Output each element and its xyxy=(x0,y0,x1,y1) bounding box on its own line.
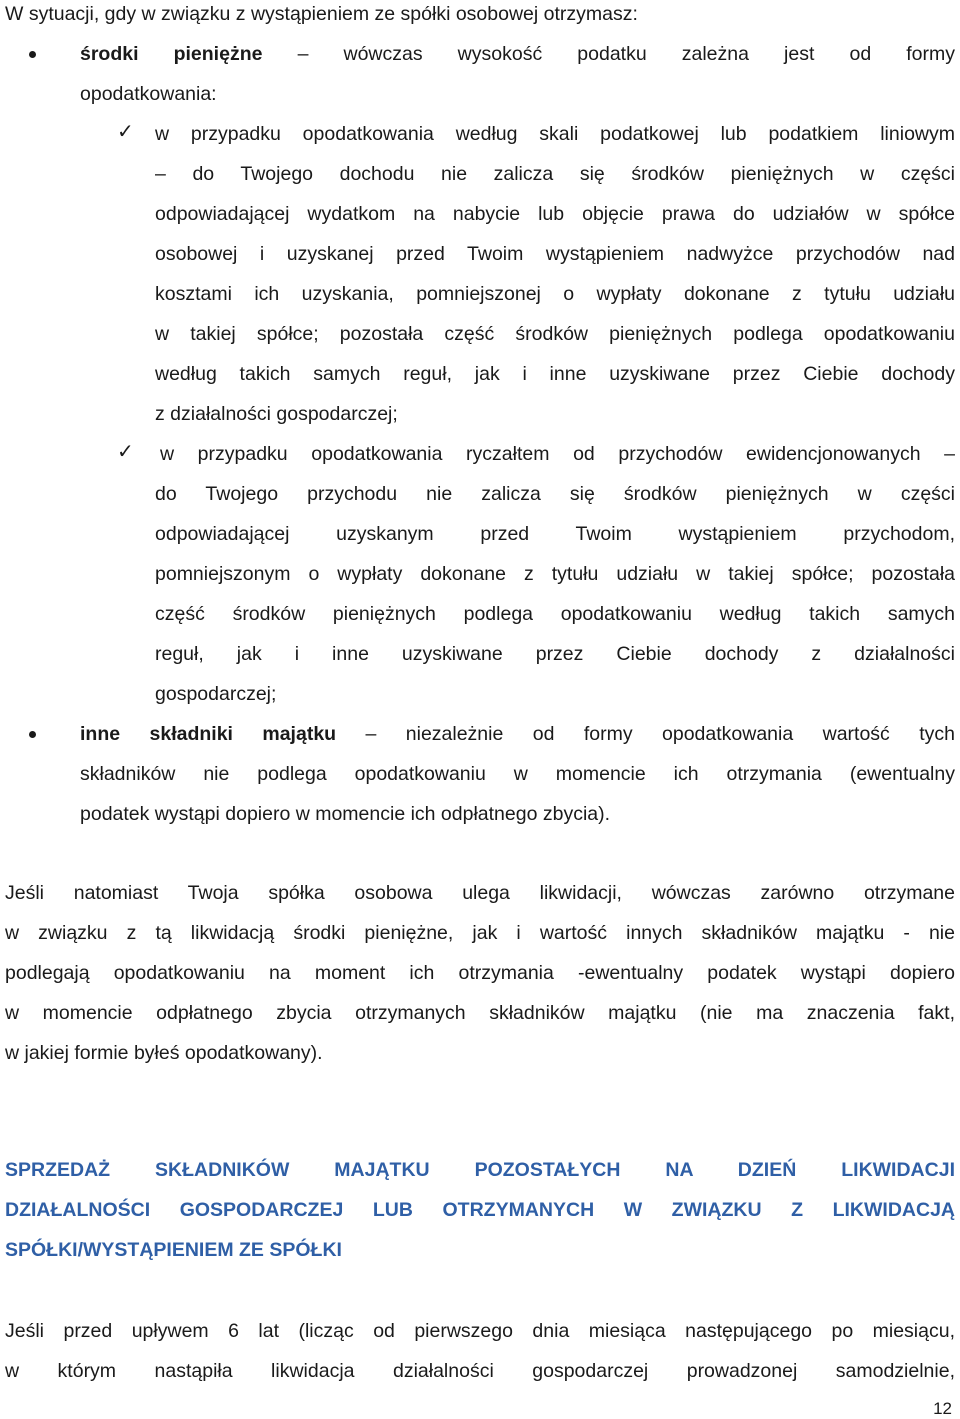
section-heading-line: DZIAŁALNOŚCI GOSPODARCZEJ LUB OTRZYMANYCH W ZWIĄZKU Z LIKWIDACJĄ xyxy=(5,1199,955,1221)
bullet1-line1-rest: – wówczas wysokość podatku zależna jest od formy xyxy=(297,43,956,65)
bullet2-line1-rest: – niezależnie od formy opodatkowania wartość tych xyxy=(365,723,955,745)
check2-line: reguł, jak i inne uzyskiwane przez Ciebie dochody z działalności xyxy=(155,643,955,665)
bullet-icon xyxy=(29,731,36,738)
check1-line: – do Twojego dochodu nie zalicza się środków pieniężnych w części xyxy=(155,163,955,185)
bullet1-line1 xyxy=(80,42,955,66)
check2-line: część środków pieniężnych podlega opodatkowaniu według takich samych xyxy=(155,603,955,625)
checkmark-icon: ✓ xyxy=(117,441,134,463)
section-heading-line: SPÓŁKI/WYSTĄPIENIEM ZE SPÓŁKI xyxy=(5,1239,342,1261)
paragraph-line: w którym nastąpiła likwidacja działalności gospodarczej prowadzonej samodzielnie, xyxy=(5,1360,955,1382)
intro-text: W sytuacji, gdy w związku z wystąpieniem ze spółki osobowej otrzymasz: xyxy=(5,3,638,25)
check1-line: kosztami ich uzyskania, pomniejszonej o wypłaty dokonane z tytułu udziału xyxy=(155,283,955,305)
check2-line: w przypadku opodatkowania ryczałtem od przychodów ewidencjonowanych – xyxy=(160,443,955,465)
paragraph-line: Jeśli przed upływem 6 lat (licząc od pierwszego dnia miesiąca następującego po miesiącu, xyxy=(5,1320,955,1342)
bullet-icon xyxy=(29,51,36,58)
check2-line: gospodarczej; xyxy=(155,683,277,705)
check1-line: w przypadku opodatkowania według skali podatkowej lub podatkiem liniowym xyxy=(155,123,955,145)
checkmark-icon: ✓ xyxy=(117,121,134,143)
paragraph-line: podlegają opodatkowaniu na moment ich otrzymania -ewentualny podatek wystąpi dopiero xyxy=(5,962,955,984)
paragraph-line: Jeśli natomiast Twoja spółka osobowa ulega likwidacji, wówczas zarówno otrzymane xyxy=(5,882,955,904)
page-number: 12 xyxy=(933,1399,952,1418)
bullet1-line2: opodatkowania: xyxy=(80,83,217,105)
check2-line: odpowiadającej uzyskanym przed Twoim wystąpieniem przychodom, xyxy=(155,523,955,545)
check1-line: osobowej i uzyskanej przed Twoim wystąpieniem nadwyżce przychodów nad xyxy=(155,243,955,265)
bullet2-line1 xyxy=(80,722,955,746)
bullet2-line: składników nie podlega opodatkowaniu w momencie ich otrzymania (ewentualny xyxy=(80,763,955,785)
check1-line: z działalności gospodarczej; xyxy=(155,403,398,425)
check1-line: według takich samych reguł, jak i inne uzyskiwane przez Ciebie dochody xyxy=(155,363,955,385)
paragraph-line: w jakiej formie byłeś opodatkowany). xyxy=(5,1042,323,1064)
section-heading-line: SPRZEDAŻ SKŁADNIKÓW MAJĄTKU POZOSTAŁYCH NA DZIEŃ LIKWIDACJI xyxy=(5,1159,955,1181)
check2-line: pomniejszonym o wypłaty dokonane z tytułu udziału w takiej spółce; pozostała xyxy=(155,563,955,585)
bullet2-line: podatek wystąpi dopiero w momencie ich odpłatnego zbycia). xyxy=(80,803,611,825)
paragraph-line: w momencie odpłatnego zbycia otrzymanych składników majątku (nie ma znaczenia fakt, xyxy=(5,1002,955,1024)
bullet2-term: inne składniki majątku xyxy=(80,723,337,745)
paragraph-line: w związku z tą likwidacją środki pieniężne, jak i wartość innych składników majątku - nie xyxy=(5,922,955,944)
bullet1-term: środki pieniężne xyxy=(80,43,263,65)
check1-line: odpowiadającej wydatkom na nabycie lub objęcie prawa do udziałów w spółce xyxy=(155,203,955,225)
check2-line: do Twojego przychodu nie zalicza się środków pieniężnych w części xyxy=(155,483,955,505)
check1-line: w takiej spółce; pozostała część środków pieniężnych podlega opodatkowaniu xyxy=(155,323,955,345)
